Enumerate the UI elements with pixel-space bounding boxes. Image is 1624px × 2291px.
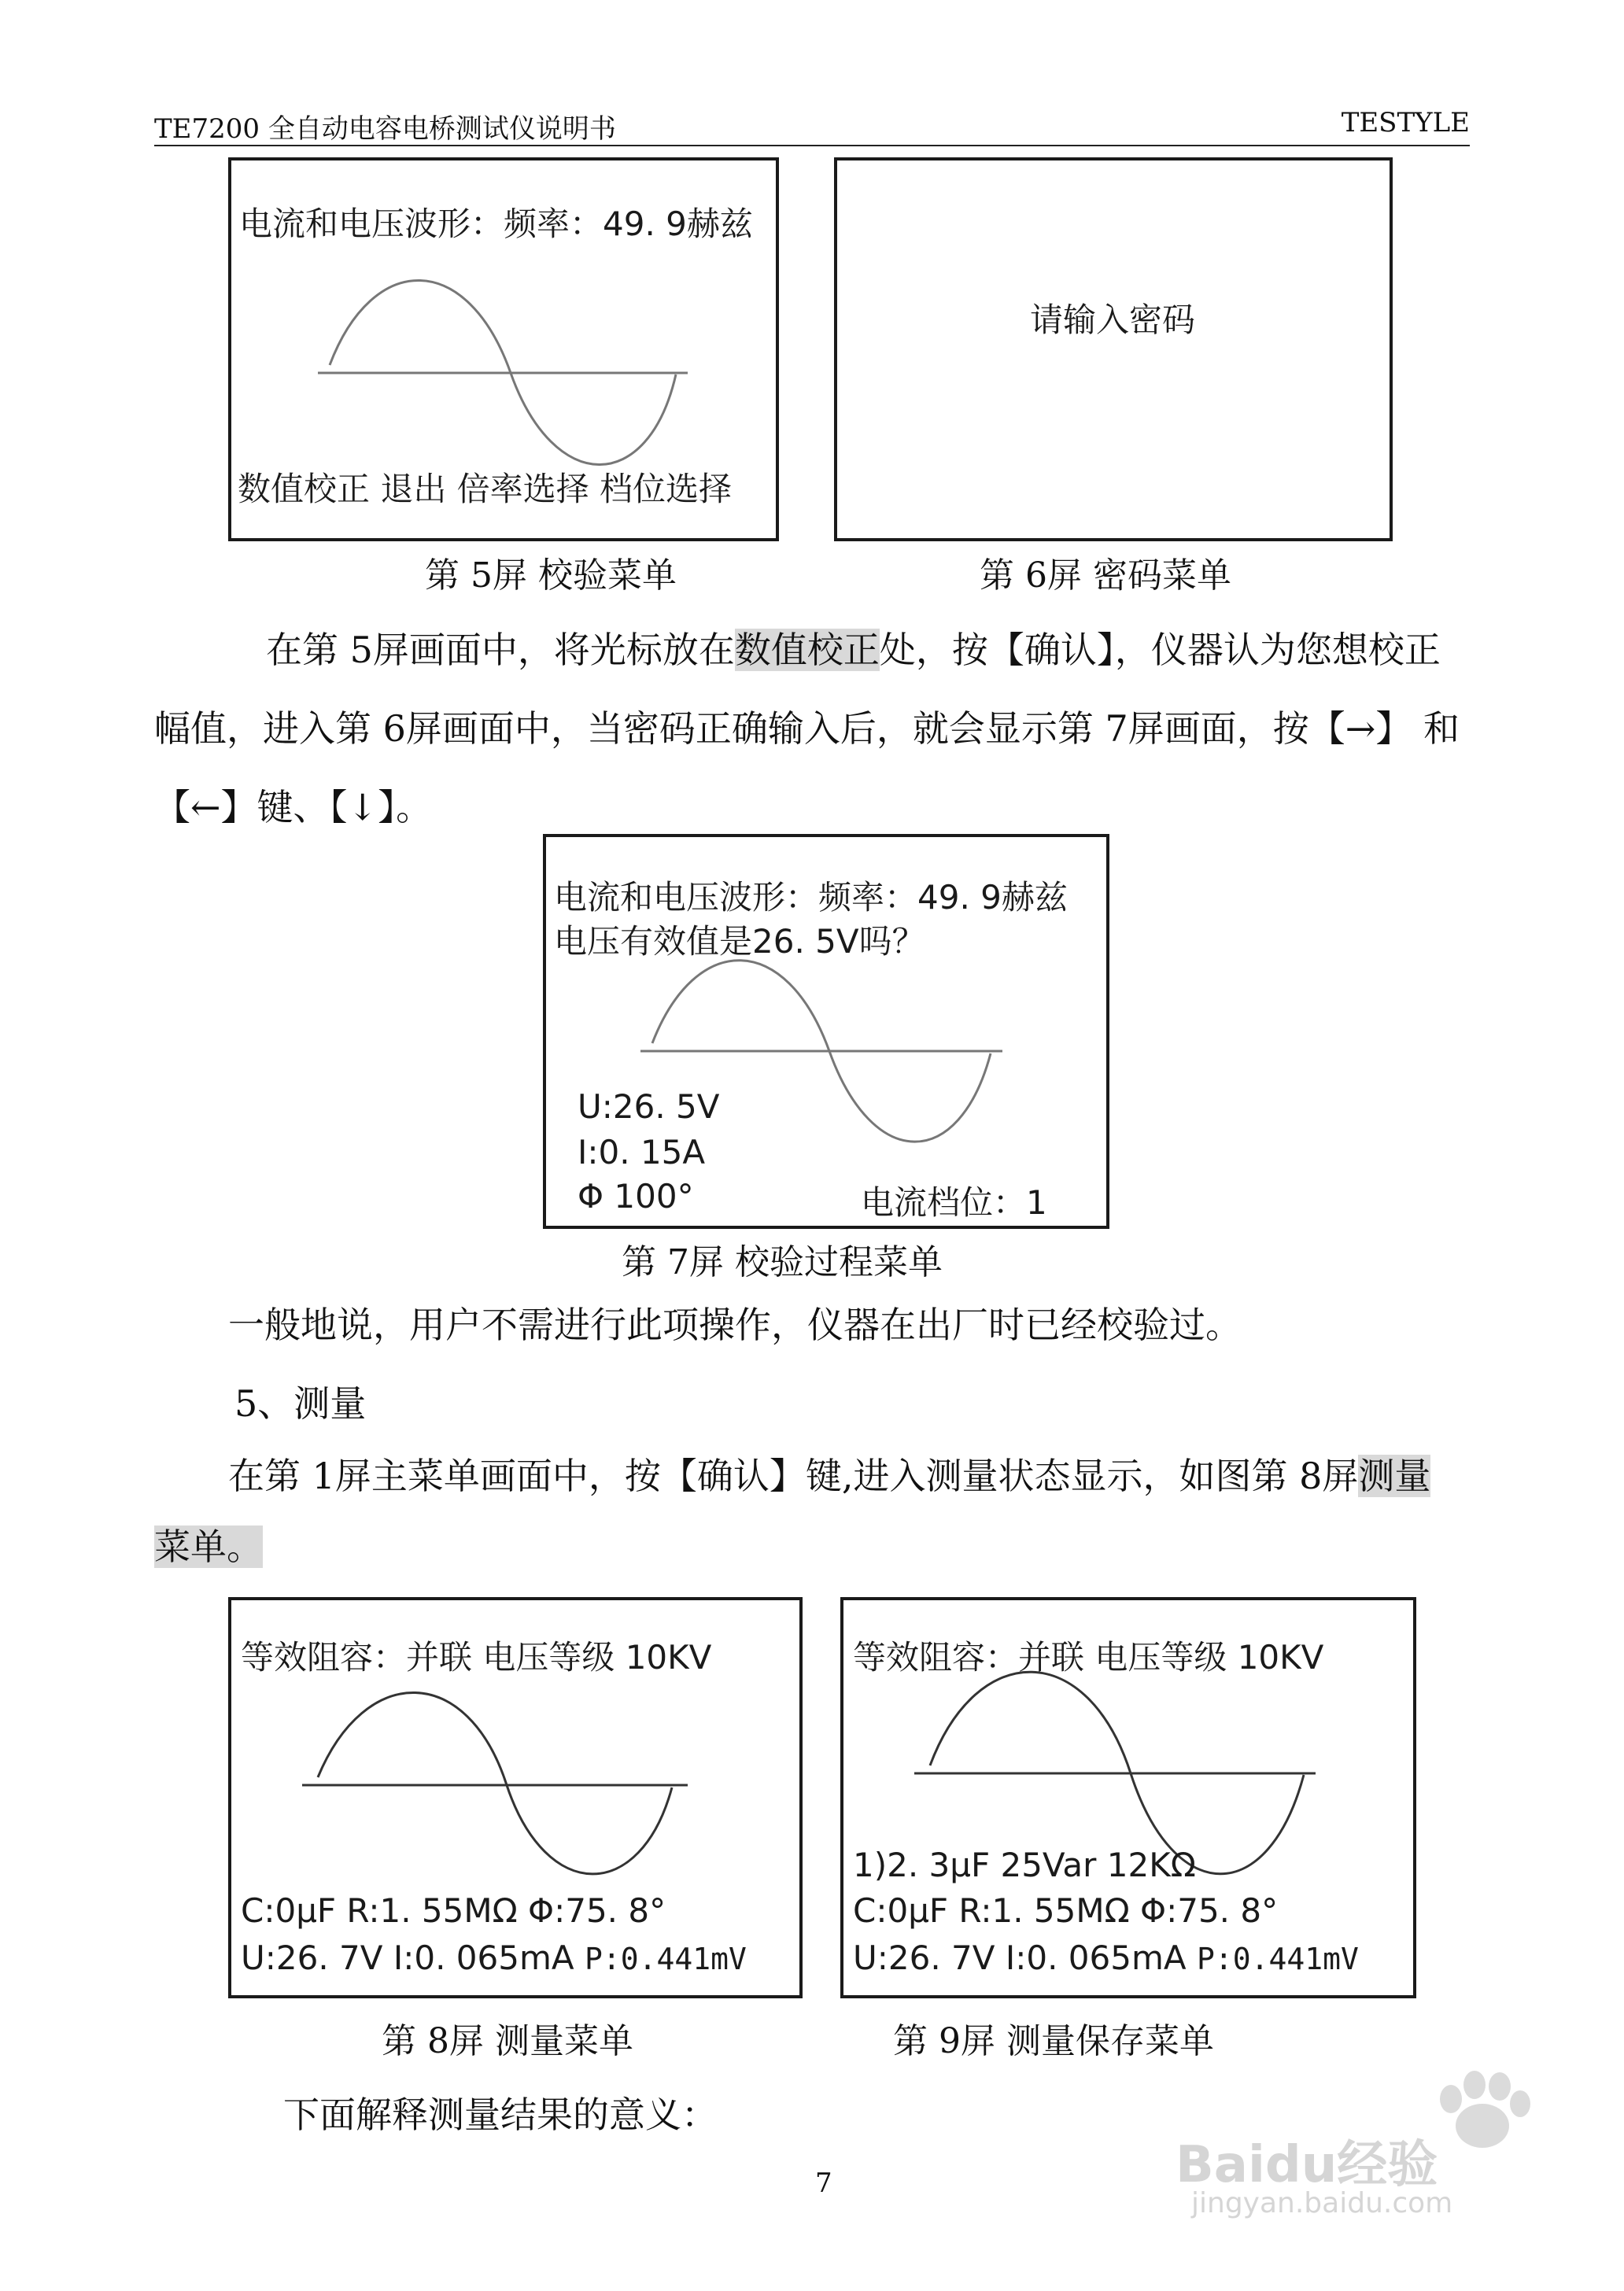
watermark-brand: Baidu经验 [1176, 2136, 1438, 2194]
caption-screen-5: 第 5屏 校验菜单 [425, 555, 677, 596]
paragraph-1-line-3: 【←】键、【↓】。 [154, 786, 433, 828]
header-brand: TESTYLE [1341, 107, 1470, 138]
page-number: 7 [815, 2167, 832, 2199]
screen-9-saved-record: 1)2. 3μF 25Var 12KΩ [853, 1846, 1196, 1884]
header-rule [154, 145, 1470, 146]
screen-8-row-2: U:26. 7V I:0. 065mA P:0.441mV [241, 1939, 747, 1977]
highlight-measure: 测量 [1358, 1455, 1431, 1497]
voltage-readout: U:26. 5V [578, 1087, 720, 1126]
password-prompt: 请输入密码 [1030, 301, 1196, 339]
screen-8-title: 等效阻容：并联 电压等级 10KV [241, 1638, 712, 1677]
screen-9-figure [840, 1597, 1416, 1998]
screen-9-row-2: U:26. 7V I:0. 065mA P:0.441mV [853, 1939, 1359, 1977]
header-title: TE7200 全自动电容电桥测试仪说明书 [154, 113, 616, 145]
paw-logo-icon [1427, 2069, 1537, 2156]
paragraph-3-line-1: 在第 1屏主菜单画面中，按【确认】键,进入测量状态显示，如图第 8屏测量 [228, 1455, 1431, 1497]
current-range-readout: 电流档位：1 [861, 1183, 1047, 1222]
paragraph-1-line-2: 幅值，进入第 6屏画面中，当密码正确输入后，就会显示第 7屏画面，按【→】 和 [154, 707, 1460, 750]
screen-6-figure [834, 157, 1393, 541]
screen-7-title: 电流和电压波形：频率：49. 9赫兹 [554, 878, 1068, 917]
paragraph-2: 一般地说，用户不需进行此项操作，仪器在出厂时已经校验过。 [228, 1304, 1242, 1346]
caption-screen-6: 第 6屏 密码菜单 [980, 555, 1231, 596]
highlight-menu: 菜单。 [154, 1525, 263, 1568]
phase-readout: Φ 100° [578, 1177, 694, 1216]
paragraph-4: 下面解释测量结果的意义： [283, 2094, 718, 2136]
caption-screen-9: 第 9屏 测量保存菜单 [893, 2021, 1214, 2061]
screen-8-row-1: C:0μF R:1. 55MΩ Φ:75. 8° [241, 1891, 666, 1930]
screen-5-figure [228, 157, 779, 541]
current-readout: I:0. 15A [578, 1133, 706, 1171]
screen-5-menu: 数值校正 退出 倍率选择 档位选择 [238, 470, 733, 508]
paragraph-1-line-1: 在第 5屏画面中，将光标放在数值校正处，按【确认】，仪器认为您想校正 [266, 629, 1441, 671]
screen-7-figure [543, 834, 1109, 1229]
screen-9-row-1: C:0μF R:1. 55MΩ Φ:75. 8° [853, 1891, 1279, 1930]
screen-7-question: 电压有效值是26. 5V吗？ [554, 922, 925, 961]
screen-9-title: 等效阻容：并联 电压等级 10KV [853, 1638, 1324, 1677]
caption-screen-8: 第 8屏 测量菜单 [382, 2021, 633, 2061]
paragraph-3-line-2 [154, 1518, 263, 1570]
highlight-value-calibration: 数值校正 [734, 629, 880, 671]
caption-screen-7: 第 7屏 校验过程菜单 [622, 1242, 943, 1282]
screen-8-figure [228, 1597, 803, 1998]
watermark-url: jingyan.baidu.com [1191, 2187, 1453, 2219]
screen-5-title: 电流和电压波形：频率：49. 9赫兹 [239, 205, 753, 243]
section-heading: 5、测量 [234, 1382, 367, 1425]
baidu-jingyan-watermark [1168, 2069, 1577, 2219]
